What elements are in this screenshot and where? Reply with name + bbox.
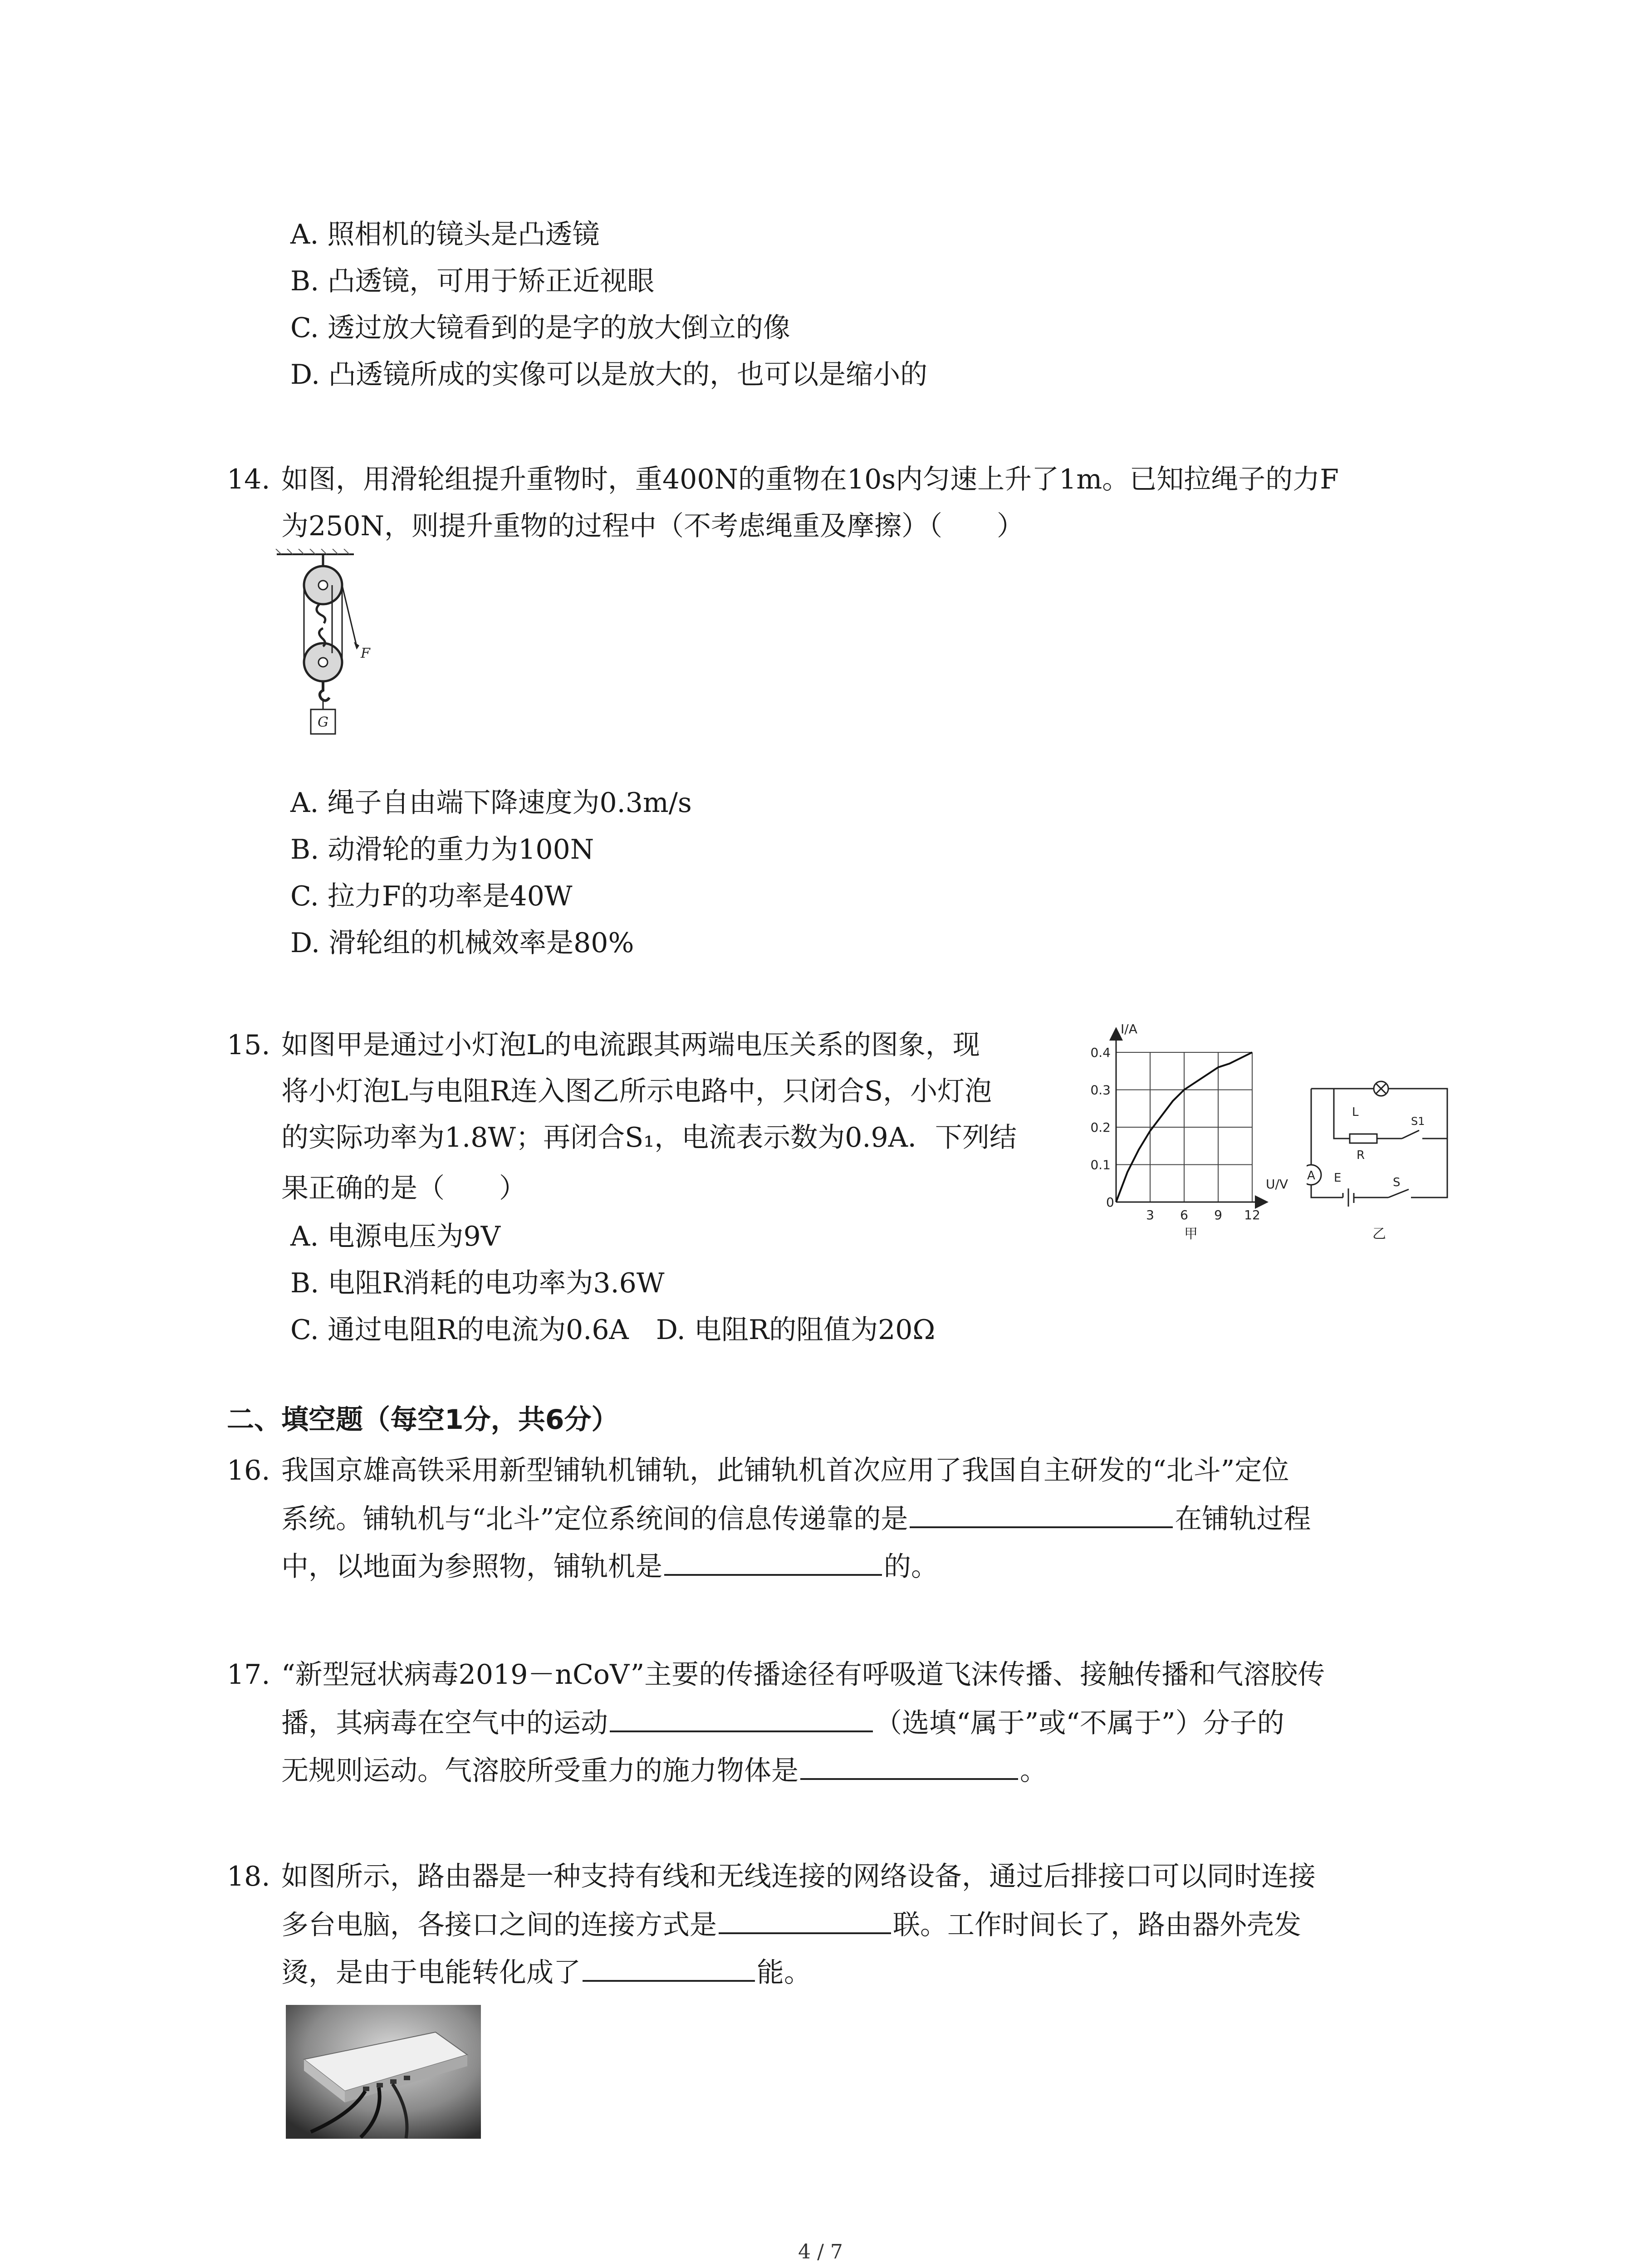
q17-line2	[281, 1703, 1284, 1742]
y-tick-label: 0.2	[1090, 1120, 1111, 1135]
q14-option-a: A. 绳子自由端下降速度为0.3m/s	[290, 787, 692, 819]
q14-option-d: D. 滑轮组的机械效率是80%	[290, 927, 634, 959]
switch1-label: S1	[1411, 1115, 1425, 1128]
graph-ylabel: I/A	[1121, 1022, 1137, 1036]
x-tick-label: 6	[1180, 1207, 1188, 1222]
pulley-figure	[272, 549, 390, 776]
q18-line3-text-a: 烫，是由于电能转化成了	[281, 1957, 581, 1989]
q15-number: 15.	[227, 1029, 270, 1061]
q16-line2-text-b: 在铺轨过程	[1175, 1503, 1311, 1535]
q15-option-b: B. 电阻R消耗的电功率为3.6W	[290, 1267, 665, 1299]
q17-line2-text-b: （选填“属于”或“不属于”）分子的	[875, 1707, 1284, 1739]
q16-blank-2[interactable]	[664, 1547, 882, 1576]
q13-option-a: A. 照相机的镜头是凸透镜	[290, 219, 600, 250]
q14-option-b: B. 动滑轮的重力为100N	[290, 834, 594, 865]
q13-option-b: B. 凸透镜，可用于矫正近视眼	[290, 265, 655, 297]
q16-line3-text-a: 中，以地面为参照物，铺轨机是	[281, 1551, 662, 1583]
q16-number: 16.	[227, 1455, 270, 1486]
graph-xlabel: U/V	[1266, 1177, 1288, 1192]
y-tick-label: 0.3	[1090, 1082, 1111, 1098]
q16-line3-text-b: 的。	[884, 1551, 938, 1583]
y-tick-label: 0.4	[1090, 1045, 1111, 1060]
q18-blank-1[interactable]	[719, 1905, 891, 1934]
q16-blank-1[interactable]	[910, 1499, 1173, 1528]
page-number: 4 / 7	[798, 2240, 843, 2263]
circuit-caption: 乙	[1372, 1226, 1386, 1242]
switch-label: S	[1393, 1176, 1401, 1189]
q17-blank-2[interactable]	[800, 1751, 1018, 1780]
lamp-label: L	[1352, 1105, 1359, 1119]
q15-stem-line4: 果正确的是（ ）	[281, 1173, 526, 1204]
q17-line2-text-a: 播，其病毒在空气中的运动	[281, 1707, 608, 1739]
q17-blank-1[interactable]	[610, 1703, 873, 1732]
q14-stem-line1: 如图，用滑轮组提升重物时，重400N的重物在10s内匀速上升了1m。已知拉绳子的力F	[281, 464, 1339, 495]
q13-option-d: D. 凸透镜所成的实像可以是放大的，也可以是缩小的	[290, 359, 928, 391]
q16-line2-text-a: 系统。铺轨机与“北斗”定位系统间的信息传递靠的是	[281, 1503, 908, 1535]
source-label: E	[1334, 1171, 1342, 1185]
q18-line3	[281, 1953, 811, 1992]
q18-line2-text-b: 联。工作时间长了，路由器外壳发	[893, 1909, 1301, 1941]
graph-caption: 甲	[1184, 1226, 1198, 1242]
q16-line2	[281, 1499, 1311, 1538]
router-photo	[286, 2005, 481, 2139]
circuit-diagram	[1307, 1070, 1456, 1252]
q13-option-c: C. 透过放大镜看到的是字的放大倒立的像	[290, 312, 790, 344]
q18-line1: 如图所示，路由器是一种支持有线和无线连接的网络设备，通过后排接口可以同时连接	[281, 1861, 1316, 1892]
q18-blank-2[interactable]	[583, 1953, 755, 1982]
resistor-label: R	[1357, 1149, 1365, 1162]
q15-stem-line1: 如图甲是通过小灯泡L的电流跟其两端电压关系的图象，现	[281, 1029, 980, 1061]
x-tick-label: 12	[1244, 1207, 1260, 1222]
x-tick-label: 9	[1214, 1207, 1222, 1222]
iu-graph	[1084, 1021, 1302, 1252]
q15-stem-line2: 将小灯泡L与电阻R连入图乙所示电路中，只闭合S，小灯泡	[281, 1075, 992, 1107]
q14-stem-line2: 为250N，则提升重物的过程中（不考虑绳重及摩擦）（ ）	[281, 510, 1024, 542]
graph-origin: 0	[1106, 1195, 1114, 1210]
q17-line3-text-b: 。	[1020, 1755, 1047, 1787]
q17-line3	[281, 1751, 1047, 1790]
q18-number: 18.	[227, 1861, 270, 1892]
y-tick-label: 0.1	[1090, 1157, 1111, 1173]
q15-option-cd: C. 通过电阻R的电流为0.6A D. 电阻R的阻值为20Ω	[290, 1314, 936, 1346]
q17-line3-text-a: 无规则运动。气溶胶所受重力的施力物体是	[281, 1755, 798, 1787]
q14-number: 14.	[227, 464, 270, 495]
ammeter-symbol: A	[1307, 1169, 1315, 1183]
q18-line2-text-a: 多台电脑，各接口之间的连接方式是	[281, 1909, 717, 1941]
x-tick-label: 3	[1146, 1207, 1154, 1222]
force-label: F	[361, 645, 370, 661]
weight-label: G	[318, 714, 328, 730]
q15-option-a: A. 电源电压为9V	[290, 1221, 500, 1252]
section-heading: 二、填空题（每空1分，共6分）	[227, 1404, 619, 1436]
q16-line1: 我国京雄高铁采用新型铺轨机铺轨，此铺轨机首次应用了我国自主研发的“北斗”定位	[281, 1455, 1289, 1486]
q17-line1: “新型冠状病毒2019－nCoV”主要的传播途径有呼吸道飞沫传播、接触传播和气溶胶传	[281, 1659, 1325, 1691]
q18-line2	[281, 1905, 1301, 1944]
q16-line3	[281, 1547, 938, 1586]
q18-line3-text-b: 能。	[757, 1957, 811, 1989]
q15-stem-line3: 的实际功率为1.8W；再闭合S₁，电流表示数为0.9A．下列结	[281, 1122, 1017, 1154]
q14-option-c: C. 拉力F的功率是40W	[290, 880, 573, 912]
q17-number: 17.	[227, 1659, 270, 1691]
